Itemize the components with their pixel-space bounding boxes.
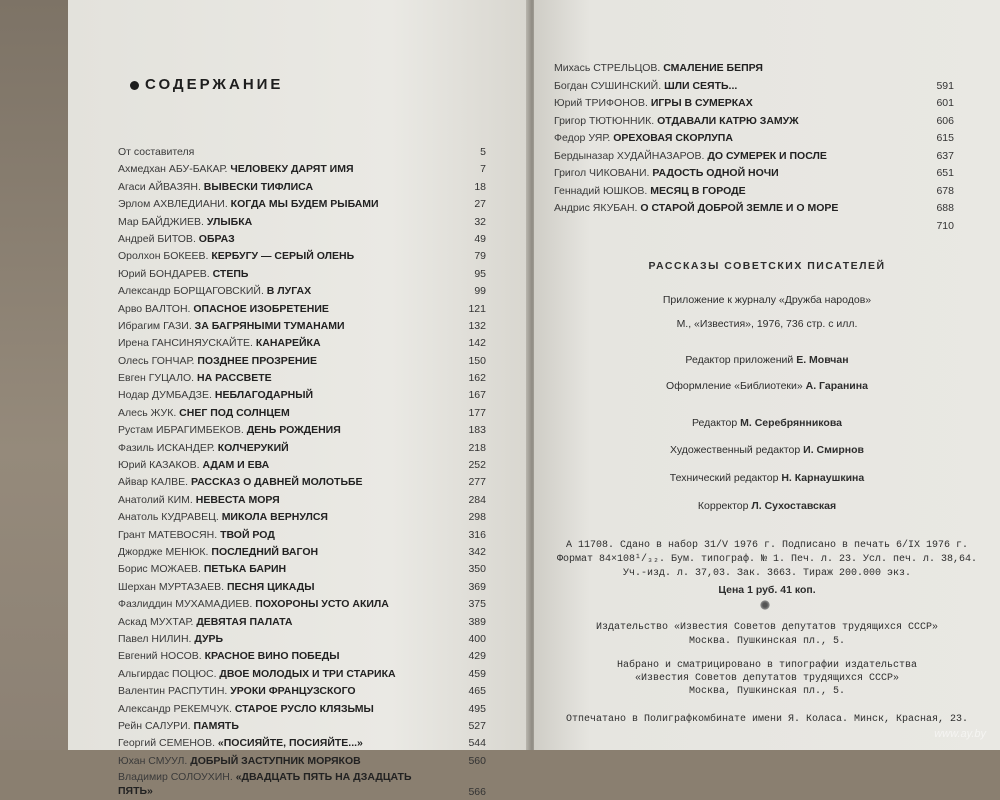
toc-page-number: 465 [468, 685, 486, 698]
toc-entry-text [118, 440, 289, 457]
toc-story: ШЛИ СЕЯТЬ... [664, 79, 738, 92]
toc-story: ЗА БАГРЯНЫМИ ТУМАНАМИ [194, 319, 345, 332]
toc-author: Эрлом АХВЛЕДИАНИ. [118, 198, 228, 211]
typesetting-line-1: Набрано и сматрицировано в типографии издательства [616, 660, 918, 671]
toc-entry-text [554, 183, 746, 201]
toc-author: Владимир СОЛОУХИН. [118, 771, 233, 784]
toc-page-number: 183 [468, 424, 486, 437]
toc-story: ДОБРЫЙ ЗАСТУПНИК МОРЯКОВ [190, 754, 361, 767]
toc-entry-text [118, 353, 317, 370]
toc-story: МЕСЯЦ В ГОРОДЕ [650, 184, 746, 197]
toc-entry [554, 95, 954, 113]
toc-author: Юрий БОНДАРЕВ. [118, 267, 210, 280]
toc-page-number: 560 [468, 754, 486, 767]
toc-author: Рейн САЛУРИ. [118, 719, 191, 732]
credit-tech-editor: Технический редактор Н. Карнаушкина [669, 472, 865, 484]
toc-story: КОГДА МЫ БУДЕМ РЫБАМИ [230, 198, 379, 211]
toc-story: НЕВЕСТА МОРЯ [195, 493, 280, 506]
toc-story: В ЛУГАХ [266, 285, 312, 298]
print-details-2: Формат 84×108¹/₃₂. Бум. типограф. № 1. Печ. л. 23. Усл. печ. л. 38,64. [556, 554, 978, 565]
toc-story: «ПОСИЯЙТЕ, ПОСИЯЙТЕ...» [217, 737, 363, 750]
toc-story: КОЛЧЕРУКИЙ [217, 441, 289, 454]
toc-story: ДЕНЬ РОЖДЕНИЯ [246, 424, 341, 437]
toc-page-number: 132 [468, 319, 486, 332]
credit-editor2: Редактор М. Серебрянникова [692, 417, 842, 429]
toc-entry-text [118, 683, 356, 700]
toc-entry [118, 561, 486, 578]
toc-entry [554, 148, 954, 166]
toc-author: Айвар КАЛВЕ. [118, 476, 189, 489]
toc-author: Григор ТЮТЮННИК. [554, 114, 655, 127]
toc-entry [554, 183, 954, 201]
toc-author: Александр РЕКЕМЧУК. [118, 702, 232, 715]
toc-entry [118, 179, 486, 196]
toc-page-number: 601 [936, 97, 954, 109]
toc-list-continued [554, 60, 954, 235]
bullet-icon [130, 81, 139, 90]
toc-page-number: 284 [468, 493, 486, 506]
toc-author: Аскад МУХТАР. [118, 615, 194, 628]
toc-entry-text [118, 214, 252, 231]
toc-page-number: 527 [468, 719, 486, 732]
toc-author: Георгий СЕМЕНОВ. [118, 737, 215, 750]
toc-story-continued: ПЯТЬ» [118, 785, 153, 798]
toc-entry [118, 266, 486, 283]
toc-entry [118, 614, 486, 631]
toc-page-number: 27 [474, 198, 486, 211]
toc-page-number: 177 [468, 406, 486, 419]
toc-story: НА РАССВЕТЕ [197, 372, 272, 385]
toc-entry [118, 735, 486, 752]
toc-author: Рустам ИБРАГИМБЕКОВ. [118, 424, 244, 437]
toc-entry-text [118, 405, 290, 422]
toc-entry-text [554, 78, 737, 96]
toc-entry-text [118, 144, 194, 161]
toc-entry-text [118, 231, 235, 248]
toc-story: УЛЫБКА [206, 215, 253, 228]
toc-page-number: 162 [468, 372, 486, 385]
toc-page-number: 252 [468, 459, 486, 472]
toc-entry [118, 196, 486, 213]
toc-entry-text [118, 544, 318, 561]
toc-entry-text [118, 266, 248, 283]
toc-story: ДУРЬ [194, 632, 224, 645]
toc-entry-text [118, 614, 292, 631]
toc-story: ОПАСНОЕ ИЗОБРЕТЕНИЕ [193, 302, 329, 315]
toc-page-number: 18 [474, 180, 486, 193]
toc-entry-text [118, 422, 341, 439]
toc-page-number: 637 [936, 149, 954, 162]
toc-entry-text [118, 579, 315, 596]
toc-entry-text [118, 631, 223, 648]
toc-author: Агаси АЙВАЗЯН. [118, 180, 201, 193]
toc-entry-text [118, 753, 361, 770]
toc-heading: СОДЕРЖАНИЕ [130, 76, 283, 93]
toc-page-number: 495 [468, 702, 486, 715]
toc-entry-text [118, 179, 313, 196]
print-details-1: А 11708. Сдано в набор 31/V 1976 г. Подписано в печать 6/IX 1976 г. [565, 540, 969, 551]
toc-author: Анатоль КУДРАВЕЦ. [118, 511, 219, 524]
publisher-line: М., «Известия», 1976, 736 стр. с илл. [676, 318, 858, 330]
toc-entry [118, 596, 486, 613]
toc-entry [118, 509, 486, 526]
toc-entry [554, 78, 954, 96]
toc-story: ДВОЕ МОЛОДЫХ И ТРИ СТАРИКА [219, 667, 396, 680]
toc-entry [118, 457, 486, 474]
toc-entry [118, 161, 486, 178]
toc-entry [118, 718, 486, 735]
toc-author: Юрий ТРИФОНОВ. [554, 97, 648, 109]
toc-story: КЕРБУГУ — СЕРЫЙ ОЛЕНЬ [211, 250, 355, 263]
toc-story: ВЫВЕСКИ ТИФЛИСА [203, 180, 314, 193]
toc-story: ТВОЙ РОД [220, 528, 275, 541]
toc-story: ПЕСНЯ ЦИКАДЫ [226, 580, 315, 593]
toc-page-number: 688 [936, 202, 954, 214]
toc-story: ПАМЯТЬ [193, 719, 239, 732]
toc-page-number: 459 [468, 667, 486, 680]
toc-page-number: 298 [468, 511, 486, 524]
toc-page-number: 651 [936, 167, 954, 179]
toc-entry-text [554, 60, 763, 78]
supplement-line: Приложение к журналу «Дружба народов» [662, 294, 872, 306]
toc-entry-text [118, 509, 328, 526]
toc-author: Арво ВАЛТОН. [118, 302, 191, 315]
printed-at: Отпечатано в Полиграфкомбинате имени Я. Коласа. Минск, Красная, 23. [565, 714, 969, 725]
toc-page-number: 710 [936, 219, 954, 232]
toc-page-number: 316 [468, 528, 486, 541]
toc-entry-page-only [554, 218, 954, 236]
toc-author: Андрей БИТОВ. [118, 232, 196, 245]
watermark: www.ay.by [934, 728, 986, 740]
toc-page-number: 615 [936, 132, 954, 144]
toc-author: Оролхон БОКЕЕВ. [118, 250, 209, 263]
toc-story: «ДВАДЦАТЬ ПЯТЬ НА ДЗАДЦАТЬ [235, 771, 412, 784]
toc-page-number: 218 [468, 441, 486, 454]
toc-entry [118, 422, 486, 439]
toc-page-number: 7 [480, 163, 486, 176]
toc-page-number: 678 [936, 184, 954, 197]
toc-entry-text [554, 113, 799, 131]
toc-entry [118, 701, 486, 718]
toc-entry [554, 165, 954, 183]
book-title: РАССКАЗЫ СОВЕТСКИХ ПИСАТЕЛЕЙ [648, 260, 886, 272]
toc-author: Федор УЯР. [554, 132, 611, 144]
toc-page-number: 544 [468, 737, 486, 750]
toc-entry-text [118, 492, 280, 509]
toc-author: Ахмедхан АБУ-БАКАР. [118, 163, 228, 176]
toc-entry [118, 666, 486, 683]
toc-story: ЧЕЛОВЕКУ ДАРЯТ ИМЯ [230, 163, 354, 176]
toc-story: О СТАРОЙ ДОБРОЙ ЗЕМЛЕ И О МОРЕ [640, 202, 839, 214]
toc-page-number: 342 [468, 545, 486, 558]
toc-entry [118, 405, 486, 422]
toc-story: ОБРАЗ [198, 232, 235, 245]
toc-entry-text [118, 335, 321, 352]
toc-author: Геннадий ЮШКОВ. [554, 184, 648, 197]
toc-entry-text [554, 95, 753, 113]
credit-editor: Редактор приложений Е. Мовчан [685, 354, 849, 366]
toc-page-number: 591 [936, 79, 954, 92]
toc-entry [118, 527, 486, 544]
toc-author: Шерхан МУРТАЗАЕВ. [118, 580, 225, 593]
toc-entry-text [118, 561, 286, 578]
toc-story: ПОЗДНЕЕ ПРОЗРЕНИЕ [197, 354, 317, 367]
publishing-address: Москва. Пушкинская пл., 5. [688, 636, 846, 647]
toc-entry [118, 683, 486, 700]
toc-author: Андрис ЯКУБАН. [554, 202, 638, 214]
right-page [534, 0, 1000, 750]
publishing-house: Издательство «Известия Советов депутатов трудящихся СССР» [595, 622, 939, 633]
toc-author: Джордже МЕНЮК. [118, 545, 209, 558]
toc-entry-text [554, 200, 838, 218]
toc-story: ДО СУМЕРЕК И ПОСЛЕ [707, 149, 827, 162]
toc-author: Мар БАЙДЖИЕВ. [118, 215, 204, 228]
toc-entry [118, 335, 486, 352]
toc-entry-text [118, 370, 272, 387]
toc-story: ПОСЛЕДНИЙ ВАГОН [211, 545, 319, 558]
toc-entry [118, 387, 486, 404]
toc-entry [118, 579, 486, 596]
toc-entry [118, 770, 486, 800]
toc-entry-text [118, 283, 311, 300]
toc-story: ОТДАВАЛИ КАТРЮ ЗАМУЖ [657, 114, 799, 127]
toc-entry-text [118, 735, 363, 752]
toc-page-number: 95 [474, 267, 486, 280]
toc-story: ПОХОРОНЫ УСТО АКИЛА [255, 598, 389, 611]
toc-story: НЕБЛАГОДАРНЫЙ [214, 389, 314, 402]
toc-author: Ирена ГАНСИНЯУСКАЙТЕ. [118, 337, 253, 350]
toc-author: Богдан СУШИНСКИЙ. [554, 79, 662, 92]
toc-entry-text [118, 701, 374, 718]
toc-story: ИГРЫ В СУМЕРКАХ [650, 97, 753, 109]
typesetting-line-2: «Известия Советов депутатов трудящихся СССР» [634, 673, 900, 684]
toc-entry-text [554, 165, 779, 183]
toc-entry-text [118, 196, 379, 213]
toc-story: ДЕВЯТАЯ ПАЛАТА [196, 615, 293, 628]
ornament-icon [760, 600, 770, 610]
toc-entry [118, 648, 486, 665]
toc-entry [118, 231, 486, 248]
toc-author: Ибрагим ГАЗИ. [118, 319, 192, 332]
toc-story: РАССКАЗ О ДАВНЕЙ МОЛОТЬБЕ [191, 476, 363, 489]
toc-story: УРОКИ ФРАНЦУЗСКОГО [230, 685, 356, 698]
toc-author: Фазиль ИСКАНДЕР. [118, 441, 215, 454]
toc-page-number: 350 [468, 563, 486, 576]
toc-author: Юхан СМУУЛ. [118, 754, 188, 767]
toc-story: СМАЛЕНИЕ БЕПРЯ [663, 62, 763, 74]
toc-page-number: 79 [474, 250, 486, 263]
toc-author: Евгений НОСОВ. [118, 650, 202, 663]
toc-entry [118, 248, 486, 265]
toc-author: Борис МОЖАЕВ. [118, 563, 201, 576]
toc-page-number: 142 [468, 337, 486, 350]
toc-author: Алесь ЖУК. [118, 406, 177, 419]
toc-entry-text [118, 248, 354, 265]
toc-page-number: 99 [474, 285, 486, 298]
credit-design: Оформление «Библиотеки» А. Гаранина [666, 380, 868, 392]
toc-page-number: 150 [468, 354, 486, 367]
left-page [68, 0, 530, 799]
toc-page-number: 606 [936, 114, 954, 127]
toc-entry-text [118, 387, 313, 404]
toc-author: Юрий КАЗАКОВ. [118, 459, 200, 472]
toc-entry-text [118, 474, 363, 491]
toc-entry-text [118, 527, 275, 544]
toc-page-number: 32 [474, 215, 486, 228]
toc-list [118, 144, 486, 800]
toc-author: Валентин РАСПУТИН. [118, 685, 228, 698]
credit-art-editor: Художественный редактор И. Смирнов [670, 444, 864, 456]
toc-entry [118, 301, 486, 318]
toc-page-number: 566 [468, 786, 486, 799]
toc-author: От составителя [118, 146, 195, 158]
toc-story: КАНАРЕЙКА [255, 337, 321, 350]
toc-story: РАДОСТЬ ОДНОЙ НОЧИ [652, 167, 779, 179]
toc-entry-text [118, 457, 269, 474]
toc-author: Альгирдас ПОЦЮС. [118, 667, 217, 680]
toc-author: Бердыназар ХУДАЙНАЗАРОВ. [554, 149, 705, 162]
toc-entry-text [118, 318, 345, 335]
toc-entry [118, 283, 486, 300]
toc-page-number: 429 [468, 650, 486, 663]
toc-entry-text [118, 301, 329, 318]
toc-page-number: 389 [468, 615, 486, 628]
toc-entry [554, 200, 954, 218]
toc-page-number: 400 [468, 632, 486, 645]
toc-page-number: 369 [468, 580, 486, 593]
toc-entry-text [118, 718, 239, 735]
toc-story: АДАМ И ЕВА [202, 459, 270, 472]
toc-entry-text [118, 648, 339, 665]
price-line: Цена 1 руб. 41 коп. [718, 584, 816, 596]
toc-page-number: 121 [468, 302, 486, 315]
toc-entry [554, 113, 954, 131]
toc-page-number: 375 [468, 598, 486, 611]
toc-entry [554, 130, 954, 148]
toc-author: Павел НИЛИН. [118, 632, 192, 645]
toc-entry-text [118, 161, 354, 178]
toc-entry [118, 544, 486, 561]
toc-entry-text [118, 596, 389, 613]
credit-proofreader: Корректор Л. Сухоставская [697, 500, 837, 512]
toc-entry [118, 353, 486, 370]
toc-author: Михась СТРЕЛЬЦОВ. [554, 62, 661, 74]
toc-story: МИКОЛА ВЕРНУЛСЯ [221, 511, 328, 524]
toc-entry [554, 60, 954, 78]
toc-author: Евген ГУЦАЛО. [118, 372, 195, 385]
toc-author: Фазлиддин МУХАМАДИЕВ. [118, 598, 253, 611]
toc-entry-text [554, 148, 827, 166]
toc-entry [118, 631, 486, 648]
toc-author: Грант МАТЕВОСЯН. [118, 528, 218, 541]
toc-page-number: 277 [468, 476, 486, 489]
toc-author: Александр БОРЩАГОВСКИЙ. [118, 285, 264, 298]
toc-story: СТЕПЬ [212, 267, 249, 280]
toc-page-number: 167 [468, 389, 486, 402]
toc-entry [118, 753, 486, 770]
toc-entry [118, 492, 486, 509]
toc-entry-text [118, 666, 396, 683]
toc-page-number: 49 [474, 232, 486, 245]
toc-page-number: 5 [480, 146, 486, 158]
toc-story: СНЕГ ПОД СОЛНЦЕМ [179, 406, 290, 419]
toc-entry [118, 474, 486, 491]
typesetting-line-3: Москва, Пушкинская пл., 5. [688, 686, 846, 697]
toc-entry-text [554, 130, 733, 148]
toc-author: Нодар ДУМБАДЗЕ. [118, 389, 212, 402]
toc-entry [118, 318, 486, 335]
toc-entry [118, 440, 486, 457]
toc-entry [118, 370, 486, 387]
print-details-3: Уч.-изд. л. 37,03. Зак. 3663. Тираж 200.000 экз. [622, 568, 912, 579]
toc-story: СТАРОЕ РУСЛО КЛЯЗЬМЫ [234, 702, 374, 715]
toc-entry [118, 214, 486, 231]
toc-author: Олесь ГОНЧАР. [118, 354, 195, 367]
toc-author: Анатолий КИМ. [118, 493, 193, 506]
toc-story: ПЕТЬКА БАРИН [203, 563, 287, 576]
toc-entry [118, 144, 486, 161]
toc-author: Григол ЧИКОВАНИ. [554, 167, 650, 179]
toc-story: ОРЕХОВАЯ СКОРЛУПА [613, 132, 733, 144]
toc-story: КРАСНОЕ ВИНО ПОБЕДЫ [204, 650, 340, 663]
